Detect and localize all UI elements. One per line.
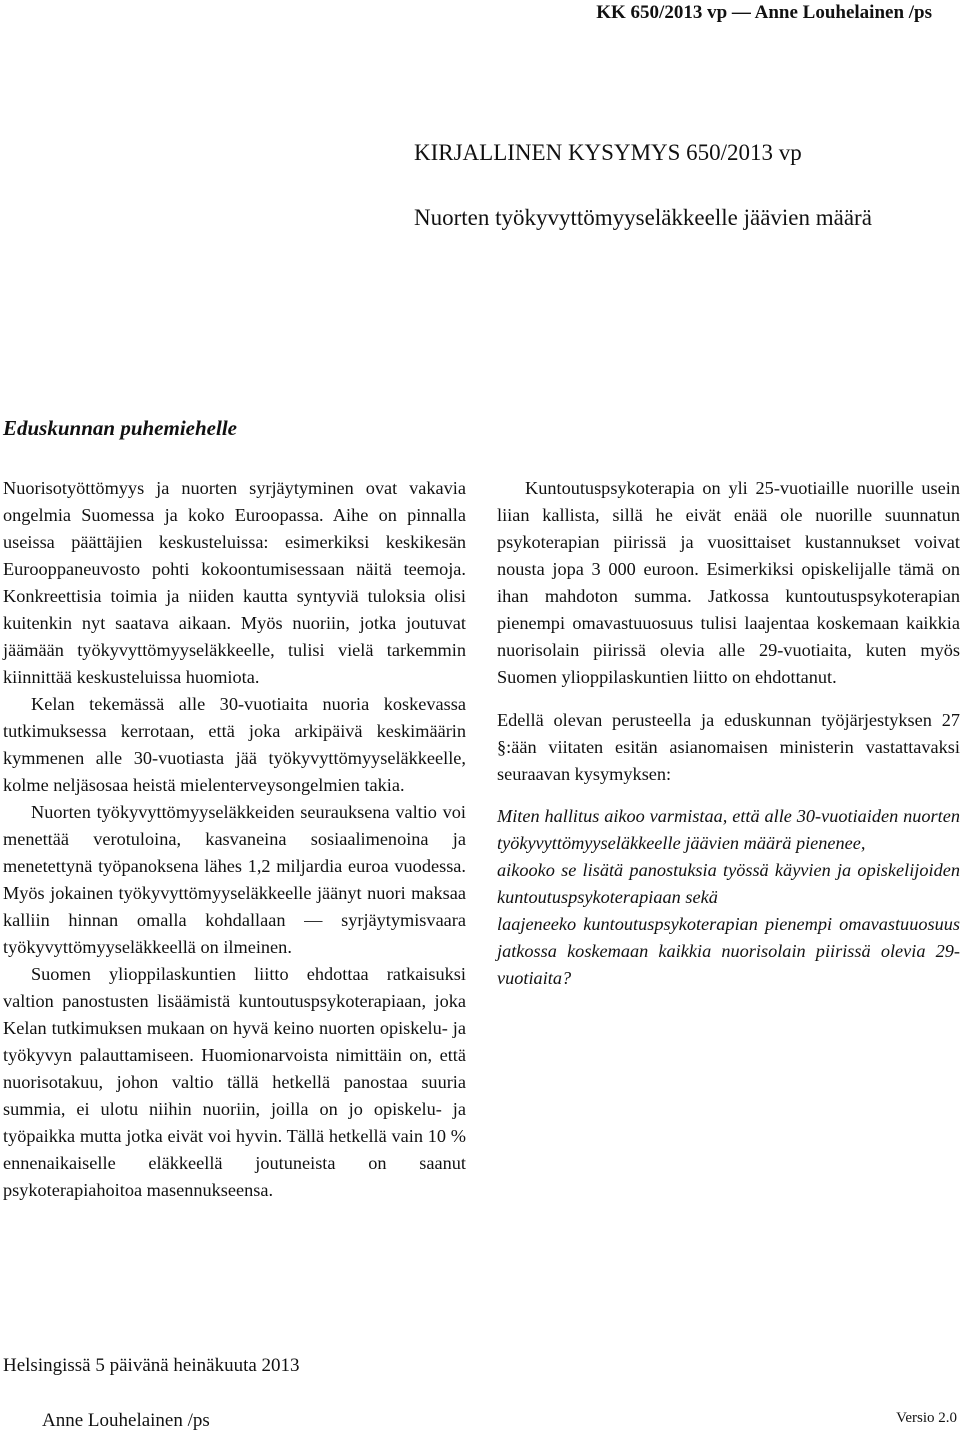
question-item: aikooko se lisätä panostuksia työssä käyvien ja opiskelijoiden kuntoutuspsykoterapiaan sekä [497,860,960,907]
document-title: KIRJALLINEN KYSYMYS 650/2013 vp [414,140,802,165]
addressee: Eduskunnan puhemiehelle [3,416,237,440]
version-label: Versio 2.0 [896,1410,957,1426]
question-intro: Edellä olevan perusteella ja eduskunnan työjärjestyksen 27 §:ään viitaten esitän asianomaisen ministerin vastattavaksi seuraavan kysymyksen: [497,710,960,784]
question-item: Miten hallitus aikoo varmistaa, että alle 30-vuotiaiden nuorten työkyvyttömyyseläkkeelle jäävien määrä pienenee, [497,806,960,853]
body-paragraph: Kelan tekemässä alle 30-vuotiaita nuoria koskevassa tutkimuksessa kerrotaan, että joka arkipäivä keskimäärin kymmenen alle 30-vuotiasta jää työkyvyttömyyseläkkeelle, kolme neljäsosaa heistä mielenterveysongelmien takia. [3,694,466,795]
document-subtitle: Nuorten työkyvyttömyyseläkkeelle jäävien määrä [414,205,872,230]
body-paragraph: Nuorten työkyvyttömyyseläkkeiden seurauksena valtio voi menettää verotuloina, kasvaneina sosiaalimenoina ja menetettynä työpanoksena lähes 1,2 miljardia euroa vuodessa. Myös jokainen työkyvyttömyyseläkkeelle jäänyt nuori maksaa kalliin hinnan omalla kohdallaan — syrjäytymisvaara työkyvyttömyyseläkkeellä on ilmeinen. [3,802,466,957]
page-header: KK 650/2013 vp — Anne Louhelainen /ps [596,2,932,23]
question-item: laajeneeko kuntoutuspsykoterapian pienempi omavastuuosuus jatkossa koskemaan kaikkia nuorisolain piirissä olevia 29-vuotiaita? [497,914,960,988]
body-paragraph: Suomen ylioppilaskuntien liitto ehdottaa ratkaisuksi valtion panostusten lisäämistä kuntoutuspsykoterapiaan, joka Kelan tutkimuksen mukaan on hyvä keino nuorten opiskelu- ja työkyvyn palauttamiseen. Huomionarvoista nimittäin on, että nuorisotakuu, johon valtio tällä hetkellä panostaa suuria summia, ei ulotu niihin nuoriin, joilla on jo opiskelu- ja työpaikka mutta jotka eivät voi hyvin. Tällä hetkellä vain 10 % ennenaikaiselle eläkkeellä joutuneista on saanut psykoterapiahoitoa masennukseensa. [3,964,466,1200]
place-date: Helsingissä 5 päivänä heinäkuuta 2013 [3,1355,300,1376]
signer-name: Anne Louhelainen /ps [42,1410,210,1431]
question-list [497,803,960,992]
left-column [3,475,466,1204]
right-column [497,475,960,992]
body-paragraph: Nuorisotyöttömyys ja nuorten syrjäytyminen ovat vakavia ongelmia Suomessa ja koko Euroopassa. Aihe on pinnalla useissa päättäjien keskusteluissa: esimerkiksi keskikesän Eurooppaneuvosto pohti kokoontumisessaan näitä teemoja. Konkreettisia toimia ja niiden kautta syntyviä tuloksia olisi kuitenkin nyt saatava aikaan. Myös nuoriin, jotka joutuvat jäämään työkyvyttömyyseläkkeelle, tulisi vielä tarkemmin kiinnittää keskusteluissa huomiota. [3,478,466,687]
body-paragraph: Kuntoutuspsykoterapia on yli 25-vuotiaille nuorille usein liian kallista, sillä he eivät enää ole nuorille suunnatun psykoterapian piirissä ja vuosittaiset kustannukset voivat nousta jopa 3 000 euroon. Esimerkiksi opiskelijalle tämä on ihan mahdoton summa. Jatkossa kuntoutuspsykoterapian pienempi omavastuuosuus tulisi laajentaa koskemaan kaikkia nuorisolain piirissä olevia alle 29-vuotiaita, kuten myös Suomen ylioppilaskuntien liitto on ehdottanut. [497,478,960,687]
